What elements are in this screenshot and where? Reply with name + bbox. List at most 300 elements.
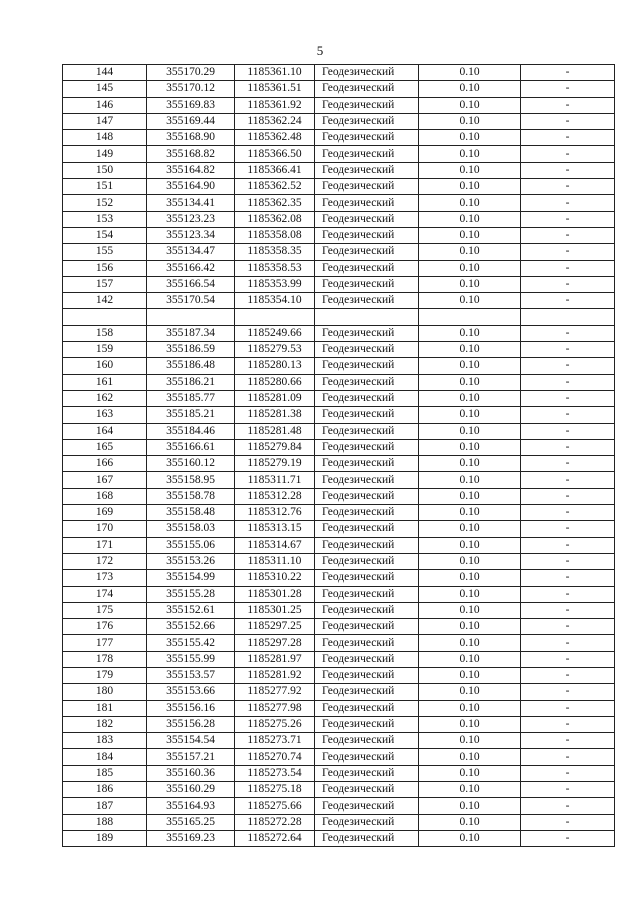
note-cell: - — [521, 81, 615, 97]
table-row — [63, 407, 615, 423]
point-number-cell: 182 — [63, 716, 147, 732]
note-cell: - — [521, 113, 615, 129]
x-coordinate-cell: 355158.48 — [147, 505, 235, 521]
note-cell: - — [521, 667, 615, 683]
x-coordinate-cell: 355160.29 — [147, 782, 235, 798]
point-number-cell: 186 — [63, 782, 147, 798]
x-coordinate-cell: 355123.23 — [147, 211, 235, 227]
note-cell: - — [521, 782, 615, 798]
x-coordinate-cell: 355152.66 — [147, 619, 235, 635]
point-number-cell: 165 — [63, 439, 147, 455]
table-row — [63, 798, 615, 814]
table-row — [63, 179, 615, 195]
accuracy-cell: 0.10 — [419, 358, 521, 374]
y-coordinate-cell: 1185361.10 — [235, 65, 315, 81]
method-cell: Геодезический — [315, 700, 419, 716]
note-cell: - — [521, 602, 615, 618]
point-number-cell: 164 — [63, 423, 147, 439]
x-coordinate-cell: 355169.44 — [147, 113, 235, 129]
table-row — [63, 716, 615, 732]
method-cell: Геодезический — [315, 586, 419, 602]
method-cell: Геодезический — [315, 390, 419, 406]
x-coordinate-cell: 355134.41 — [147, 195, 235, 211]
coordinates-table — [62, 64, 615, 847]
method-cell: Геодезический — [315, 130, 419, 146]
table-row — [63, 162, 615, 178]
point-number-cell: 163 — [63, 407, 147, 423]
y-coordinate-cell: 1185297.25 — [235, 619, 315, 635]
method-cell: Геодезический — [315, 456, 419, 472]
note-cell: - — [521, 798, 615, 814]
method-cell — [315, 309, 419, 325]
point-number-cell: 154 — [63, 227, 147, 243]
note-cell: - — [521, 505, 615, 521]
accuracy-cell: 0.10 — [419, 81, 521, 97]
table-row — [63, 570, 615, 586]
table-row — [63, 635, 615, 651]
method-cell: Геодезический — [315, 667, 419, 683]
y-coordinate-cell: 1185313.15 — [235, 521, 315, 537]
table-row — [63, 65, 615, 81]
table-row — [63, 488, 615, 504]
accuracy-cell: 0.10 — [419, 244, 521, 260]
table-row — [63, 814, 615, 830]
point-number-cell: 145 — [63, 81, 147, 97]
point-number-cell: 188 — [63, 814, 147, 830]
y-coordinate-cell: 1185281.97 — [235, 651, 315, 667]
accuracy-cell: 0.10 — [419, 488, 521, 504]
y-coordinate-cell: 1185358.53 — [235, 260, 315, 276]
method-cell: Геодезический — [315, 716, 419, 732]
note-cell: - — [521, 97, 615, 113]
x-coordinate-cell: 355160.12 — [147, 456, 235, 472]
point-number-cell: 166 — [63, 456, 147, 472]
accuracy-cell: 0.10 — [419, 211, 521, 227]
x-coordinate-cell: 355160.36 — [147, 765, 235, 781]
y-coordinate-cell: 1185353.99 — [235, 276, 315, 292]
point-number-cell: 170 — [63, 521, 147, 537]
y-coordinate-cell: 1185366.41 — [235, 162, 315, 178]
accuracy-cell: 0.10 — [419, 733, 521, 749]
table-row — [63, 505, 615, 521]
x-coordinate-cell — [147, 309, 235, 325]
y-coordinate-cell: 1185358.35 — [235, 244, 315, 260]
accuracy-cell: 0.10 — [419, 390, 521, 406]
table-row — [63, 439, 615, 455]
point-number-cell: 153 — [63, 211, 147, 227]
accuracy-cell: 0.10 — [419, 651, 521, 667]
accuracy-cell: 0.10 — [419, 407, 521, 423]
table-row — [63, 782, 615, 798]
note-cell: - — [521, 570, 615, 586]
x-coordinate-cell: 355168.90 — [147, 130, 235, 146]
table-row — [63, 602, 615, 618]
accuracy-cell: 0.10 — [419, 179, 521, 195]
table-row — [63, 195, 615, 211]
note-cell: - — [521, 553, 615, 569]
x-coordinate-cell: 355155.28 — [147, 586, 235, 602]
table-row — [63, 733, 615, 749]
method-cell: Геодезический — [315, 244, 419, 260]
point-number-cell: 187 — [63, 798, 147, 814]
note-cell: - — [521, 162, 615, 178]
note-cell: - — [521, 521, 615, 537]
table-row — [63, 358, 615, 374]
note-cell: - — [521, 488, 615, 504]
y-coordinate-cell: 1185272.28 — [235, 814, 315, 830]
y-coordinate-cell — [235, 309, 315, 325]
method-cell: Геодезический — [315, 423, 419, 439]
y-coordinate-cell: 1185301.28 — [235, 586, 315, 602]
note-cell: - — [521, 390, 615, 406]
accuracy-cell: 0.10 — [419, 505, 521, 521]
table-row — [63, 423, 615, 439]
y-coordinate-cell: 1185311.10 — [235, 553, 315, 569]
method-cell: Геодезический — [315, 619, 419, 635]
y-coordinate-cell: 1185279.19 — [235, 456, 315, 472]
note-cell: - — [521, 407, 615, 423]
table-row — [63, 586, 615, 602]
x-coordinate-cell: 355170.54 — [147, 293, 235, 309]
y-coordinate-cell: 1185362.08 — [235, 211, 315, 227]
method-cell: Геодезический — [315, 651, 419, 667]
note-cell: - — [521, 195, 615, 211]
table-row — [63, 456, 615, 472]
point-number-cell: 159 — [63, 342, 147, 358]
method-cell: Геодезический — [315, 162, 419, 178]
accuracy-cell: 0.10 — [419, 830, 521, 846]
method-cell: Геодезический — [315, 81, 419, 97]
note-cell: - — [521, 276, 615, 292]
x-coordinate-cell: 355186.21 — [147, 374, 235, 390]
method-cell: Геодезический — [315, 684, 419, 700]
table-row — [63, 619, 615, 635]
note-cell: - — [521, 733, 615, 749]
accuracy-cell: 0.10 — [419, 586, 521, 602]
point-number-cell — [63, 309, 147, 325]
x-coordinate-cell: 355153.66 — [147, 684, 235, 700]
method-cell: Геодезический — [315, 227, 419, 243]
y-coordinate-cell: 1185361.92 — [235, 97, 315, 113]
table-row — [63, 211, 615, 227]
accuracy-cell: 0.10 — [419, 439, 521, 455]
accuracy-cell: 0.10 — [419, 130, 521, 146]
y-coordinate-cell: 1185358.08 — [235, 227, 315, 243]
method-cell: Геодезический — [315, 439, 419, 455]
x-coordinate-cell: 355157.21 — [147, 749, 235, 765]
x-coordinate-cell: 355154.54 — [147, 733, 235, 749]
method-cell: Геодезический — [315, 342, 419, 358]
point-number-cell: 144 — [63, 65, 147, 81]
point-number-cell: 171 — [63, 537, 147, 553]
accuracy-cell: 0.10 — [419, 667, 521, 683]
table-row — [63, 700, 615, 716]
note-cell: - — [521, 130, 615, 146]
y-coordinate-cell: 1185362.35 — [235, 195, 315, 211]
y-coordinate-cell: 1185279.53 — [235, 342, 315, 358]
accuracy-cell: 0.10 — [419, 423, 521, 439]
y-coordinate-cell: 1185362.24 — [235, 113, 315, 129]
accuracy-cell: 0.10 — [419, 65, 521, 81]
accuracy-cell: 0.10 — [419, 113, 521, 129]
page-number: 5 — [316, 43, 324, 58]
accuracy-cell: 0.10 — [419, 162, 521, 178]
point-number-cell: 179 — [63, 667, 147, 683]
x-coordinate-cell: 355185.77 — [147, 390, 235, 406]
method-cell: Геодезический — [315, 472, 419, 488]
point-number-cell: 177 — [63, 635, 147, 651]
note-cell: - — [521, 325, 615, 341]
point-number-cell: 146 — [63, 97, 147, 113]
x-coordinate-cell: 355187.34 — [147, 325, 235, 341]
y-coordinate-cell: 1185281.92 — [235, 667, 315, 683]
accuracy-cell: 0.10 — [419, 325, 521, 341]
x-coordinate-cell: 355170.29 — [147, 65, 235, 81]
method-cell: Геодезический — [315, 521, 419, 537]
table-row — [63, 667, 615, 683]
y-coordinate-cell: 1185279.84 — [235, 439, 315, 455]
note-cell: - — [521, 651, 615, 667]
y-coordinate-cell: 1185362.48 — [235, 130, 315, 146]
accuracy-cell: 0.10 — [419, 798, 521, 814]
point-number-cell: 169 — [63, 505, 147, 521]
table-row — [63, 342, 615, 358]
y-coordinate-cell: 1185366.50 — [235, 146, 315, 162]
accuracy-cell: 0.10 — [419, 765, 521, 781]
table-row — [63, 537, 615, 553]
point-number-cell: 189 — [63, 830, 147, 846]
table-row — [63, 553, 615, 569]
note-cell: - — [521, 716, 615, 732]
table-row — [63, 765, 615, 781]
note-cell: - — [521, 423, 615, 439]
method-cell: Геодезический — [315, 325, 419, 341]
note-cell: - — [521, 374, 615, 390]
accuracy-cell: 0.10 — [419, 472, 521, 488]
accuracy-cell: 0.10 — [419, 293, 521, 309]
y-coordinate-cell: 1185280.13 — [235, 358, 315, 374]
coordinates-table-body — [63, 65, 615, 847]
accuracy-cell: 0.10 — [419, 146, 521, 162]
method-cell: Геодезический — [315, 814, 419, 830]
method-cell: Геодезический — [315, 830, 419, 846]
y-coordinate-cell: 1185273.54 — [235, 765, 315, 781]
table-row — [63, 260, 615, 276]
method-cell: Геодезический — [315, 602, 419, 618]
x-coordinate-cell: 355155.06 — [147, 537, 235, 553]
point-number-cell: 174 — [63, 586, 147, 602]
method-cell: Геодезический — [315, 537, 419, 553]
accuracy-cell: 0.10 — [419, 570, 521, 586]
x-coordinate-cell: 355170.12 — [147, 81, 235, 97]
point-number-cell: 152 — [63, 195, 147, 211]
table-row — [63, 749, 615, 765]
table-row — [63, 472, 615, 488]
x-coordinate-cell: 355165.25 — [147, 814, 235, 830]
method-cell: Геодезический — [315, 293, 419, 309]
note-cell: - — [521, 635, 615, 651]
method-cell: Геодезический — [315, 195, 419, 211]
point-number-cell: 175 — [63, 602, 147, 618]
x-coordinate-cell: 355169.23 — [147, 830, 235, 846]
accuracy-cell: 0.10 — [419, 97, 521, 113]
accuracy-cell: 0.10 — [419, 602, 521, 618]
table-row — [63, 521, 615, 537]
point-number-cell: 157 — [63, 276, 147, 292]
note-cell: - — [521, 342, 615, 358]
point-number-cell: 162 — [63, 390, 147, 406]
x-coordinate-cell: 355164.90 — [147, 179, 235, 195]
x-coordinate-cell: 355152.61 — [147, 602, 235, 618]
method-cell: Геодезический — [315, 765, 419, 781]
method-cell: Геодезический — [315, 179, 419, 195]
method-cell: Геодезический — [315, 553, 419, 569]
note-cell: - — [521, 146, 615, 162]
note-cell — [521, 309, 615, 325]
accuracy-cell: 0.10 — [419, 749, 521, 765]
x-coordinate-cell: 355166.61 — [147, 439, 235, 455]
accuracy-cell: 0.10 — [419, 635, 521, 651]
method-cell: Геодезический — [315, 570, 419, 586]
table-row — [63, 276, 615, 292]
y-coordinate-cell: 1185311.71 — [235, 472, 315, 488]
x-coordinate-cell: 355169.83 — [147, 97, 235, 113]
table-row — [63, 390, 615, 406]
note-cell: - — [521, 179, 615, 195]
table-row — [63, 113, 615, 129]
point-number-cell: 185 — [63, 765, 147, 781]
point-number-cell: 181 — [63, 700, 147, 716]
method-cell: Геодезический — [315, 407, 419, 423]
y-coordinate-cell: 1185312.28 — [235, 488, 315, 504]
y-coordinate-cell: 1185297.28 — [235, 635, 315, 651]
y-coordinate-cell: 1185312.76 — [235, 505, 315, 521]
accuracy-cell: 0.10 — [419, 195, 521, 211]
point-number-cell: 151 — [63, 179, 147, 195]
y-coordinate-cell: 1185281.48 — [235, 423, 315, 439]
y-coordinate-cell: 1185273.71 — [235, 733, 315, 749]
x-coordinate-cell: 355164.82 — [147, 162, 235, 178]
table-row — [63, 309, 615, 325]
note-cell: - — [521, 472, 615, 488]
x-coordinate-cell: 355168.82 — [147, 146, 235, 162]
x-coordinate-cell: 355153.57 — [147, 667, 235, 683]
note-cell: - — [521, 814, 615, 830]
point-number-cell: 178 — [63, 651, 147, 667]
method-cell: Геодезический — [315, 798, 419, 814]
y-coordinate-cell: 1185281.38 — [235, 407, 315, 423]
table-row — [63, 651, 615, 667]
method-cell: Геодезический — [315, 374, 419, 390]
y-coordinate-cell: 1185275.18 — [235, 782, 315, 798]
note-cell: - — [521, 65, 615, 81]
method-cell: Геодезический — [315, 211, 419, 227]
x-coordinate-cell: 355134.47 — [147, 244, 235, 260]
point-number-cell: 148 — [63, 130, 147, 146]
accuracy-cell: 0.10 — [419, 456, 521, 472]
method-cell: Геодезический — [315, 146, 419, 162]
point-number-cell: 160 — [63, 358, 147, 374]
y-coordinate-cell: 1185277.98 — [235, 700, 315, 716]
table-row — [63, 130, 615, 146]
accuracy-cell: 0.10 — [419, 521, 521, 537]
point-number-cell: 184 — [63, 749, 147, 765]
note-cell: - — [521, 227, 615, 243]
note-cell: - — [521, 830, 615, 846]
point-number-cell: 158 — [63, 325, 147, 341]
note-cell: - — [521, 260, 615, 276]
accuracy-cell: 0.10 — [419, 374, 521, 390]
x-coordinate-cell: 355155.42 — [147, 635, 235, 651]
note-cell: - — [521, 765, 615, 781]
accuracy-cell: 0.10 — [419, 782, 521, 798]
x-coordinate-cell: 355153.26 — [147, 553, 235, 569]
method-cell: Геодезический — [315, 635, 419, 651]
accuracy-cell: 0.10 — [419, 342, 521, 358]
note-cell: - — [521, 749, 615, 765]
note-cell: - — [521, 586, 615, 602]
y-coordinate-cell: 1185354.10 — [235, 293, 315, 309]
point-number-cell: 155 — [63, 244, 147, 260]
accuracy-cell: 0.10 — [419, 814, 521, 830]
x-coordinate-cell: 355164.93 — [147, 798, 235, 814]
method-cell: Геодезический — [315, 358, 419, 374]
point-number-cell: 147 — [63, 113, 147, 129]
y-coordinate-cell: 1185280.66 — [235, 374, 315, 390]
x-coordinate-cell: 355123.34 — [147, 227, 235, 243]
point-number-cell: 180 — [63, 684, 147, 700]
y-coordinate-cell: 1185310.22 — [235, 570, 315, 586]
point-number-cell: 156 — [63, 260, 147, 276]
point-number-cell: 168 — [63, 488, 147, 504]
table-row — [63, 227, 615, 243]
y-coordinate-cell: 1185272.64 — [235, 830, 315, 846]
y-coordinate-cell: 1185275.66 — [235, 798, 315, 814]
table-row — [63, 830, 615, 846]
point-number-cell: 167 — [63, 472, 147, 488]
accuracy-cell: 0.10 — [419, 716, 521, 732]
accuracy-cell: 0.10 — [419, 684, 521, 700]
accuracy-cell — [419, 309, 521, 325]
accuracy-cell: 0.10 — [419, 260, 521, 276]
x-coordinate-cell: 355184.46 — [147, 423, 235, 439]
table-row — [63, 374, 615, 390]
note-cell: - — [521, 456, 615, 472]
y-coordinate-cell: 1185281.09 — [235, 390, 315, 406]
y-coordinate-cell: 1185275.26 — [235, 716, 315, 732]
y-coordinate-cell: 1185314.67 — [235, 537, 315, 553]
accuracy-cell: 0.10 — [419, 619, 521, 635]
x-coordinate-cell: 355158.03 — [147, 521, 235, 537]
method-cell: Геодезический — [315, 113, 419, 129]
method-cell: Геодезический — [315, 733, 419, 749]
x-coordinate-cell: 355185.21 — [147, 407, 235, 423]
method-cell: Геодезический — [315, 505, 419, 521]
method-cell: Геодезический — [315, 749, 419, 765]
y-coordinate-cell: 1185270.74 — [235, 749, 315, 765]
method-cell: Геодезический — [315, 782, 419, 798]
y-coordinate-cell: 1185362.52 — [235, 179, 315, 195]
method-cell: Геодезический — [315, 488, 419, 504]
method-cell: Геодезический — [315, 276, 419, 292]
table-row — [63, 97, 615, 113]
note-cell: - — [521, 293, 615, 309]
table-row — [63, 146, 615, 162]
accuracy-cell: 0.10 — [419, 537, 521, 553]
accuracy-cell: 0.10 — [419, 276, 521, 292]
note-cell: - — [521, 700, 615, 716]
note-cell: - — [521, 439, 615, 455]
